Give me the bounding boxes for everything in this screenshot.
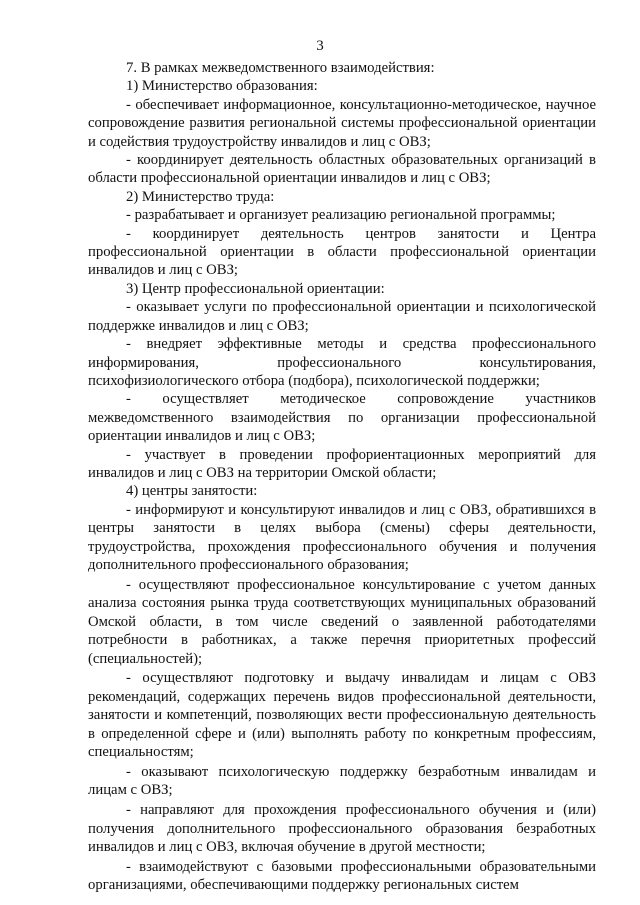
paragraph-career-center-methods: - внедряет эффективные методы и средства профессионального информирования, профессионального консультирования, психофизиологического отбора (подбора), психологической поддержки; <box>88 336 596 389</box>
document-body <box>88 59 596 895</box>
paragraph-employment-cooperation: - взаимодействуют с базовыми профессиональными образовательными организациями, обеспечивающими поддержку региональных систем <box>88 858 596 894</box>
paragraph-education-coordination: - координирует деятельность областных образовательных организаций в области профессиональной ориентации инвалидов и лиц с ОВЗ; <box>88 152 596 187</box>
paragraph-employment-centers-heading: 4) центры занятости: <box>126 483 258 500</box>
paragraph-employment-consulting: - осуществляют профессиональное консультирование с учетом данных анализа состояния рынка труда соответствующих муниципальных образований Омской области, в том числе сведений о заявленной работодателями потребности в работниках, а также перечня приоритетных профессий (специальностей); <box>88 576 596 667</box>
page-number: 3 <box>316 38 324 54</box>
paragraph-ministry-education-heading: 1) Министерство образования: <box>126 78 318 95</box>
paragraph-education-support: - обеспечивает информационное, консультационно-методическое, научное сопровождение развития региональной системы профессиональной ориентации и содействия трудоустройству инвалидов и лиц с ОВЗ; <box>88 96 596 150</box>
paragraph-career-center-heading: 3) Центр профессиональной ориентации: <box>126 280 385 297</box>
paragraph-labour-program: - разрабатывает и организует реализацию региональной программы; <box>126 207 556 224</box>
paragraph-employment-inform: - информируют и консультируют инвалидов и лиц с ОВЗ, обратившихся в центры занятости в целях выбора (смены) сферы деятельности, трудоустройства, прохождения профессионального обучения и получения дополнительного профессионального образования; <box>88 501 596 573</box>
paragraph-employment-recommendations: - осуществляют подготовку и выдачу инвалидам и лицам с ОВЗ рекомендаций, содержащих перечень видов профессиональной деятельности, занятости и компетенций, позволяющих вести профессиональную деятельность в определенной сфере и (или) выполнять работу по конкретным профессиям, специальностям; <box>88 670 596 761</box>
paragraph-employment-training: - направляют для прохождения профессионального обучения и (или) получения дополнительного профессионального образования безработных инвалидов и лиц с ОВЗ, включая обучение в другой местности; <box>88 802 596 856</box>
paragraph-career-center-methodology: - осуществляет методическое сопровождение участников межведомственного взаимодействия по организации профессиональной ориентации инвалидов и лиц с ОВЗ; <box>88 391 596 445</box>
paragraph-career-center-events: - участвует в проведении профориентационных мероприятий для инвалидов и лиц с ОВЗ на территории Омской области; <box>88 446 596 481</box>
paragraph-employment-psych-support: - оказывают психологическую поддержку безработным инвалидам и лицам с ОВЗ; <box>88 763 596 799</box>
paragraph-ministry-labour-heading: 2) Министерство труда: <box>126 188 275 205</box>
paragraph-career-center-services: - оказывает услуги по профессиональной ориентации и психологической поддержке инвалидов и лиц с ОВЗ; <box>88 299 596 334</box>
paragraph-section-7: 7. В рамках межведомственного взаимодействия: <box>126 60 435 76</box>
paragraph-labour-coordination: - координирует деятельность центров занятости и Центра профессиональной ориентации в области профессиональной ориентации инвалидов и лиц с ОВЗ; <box>88 225 596 279</box>
